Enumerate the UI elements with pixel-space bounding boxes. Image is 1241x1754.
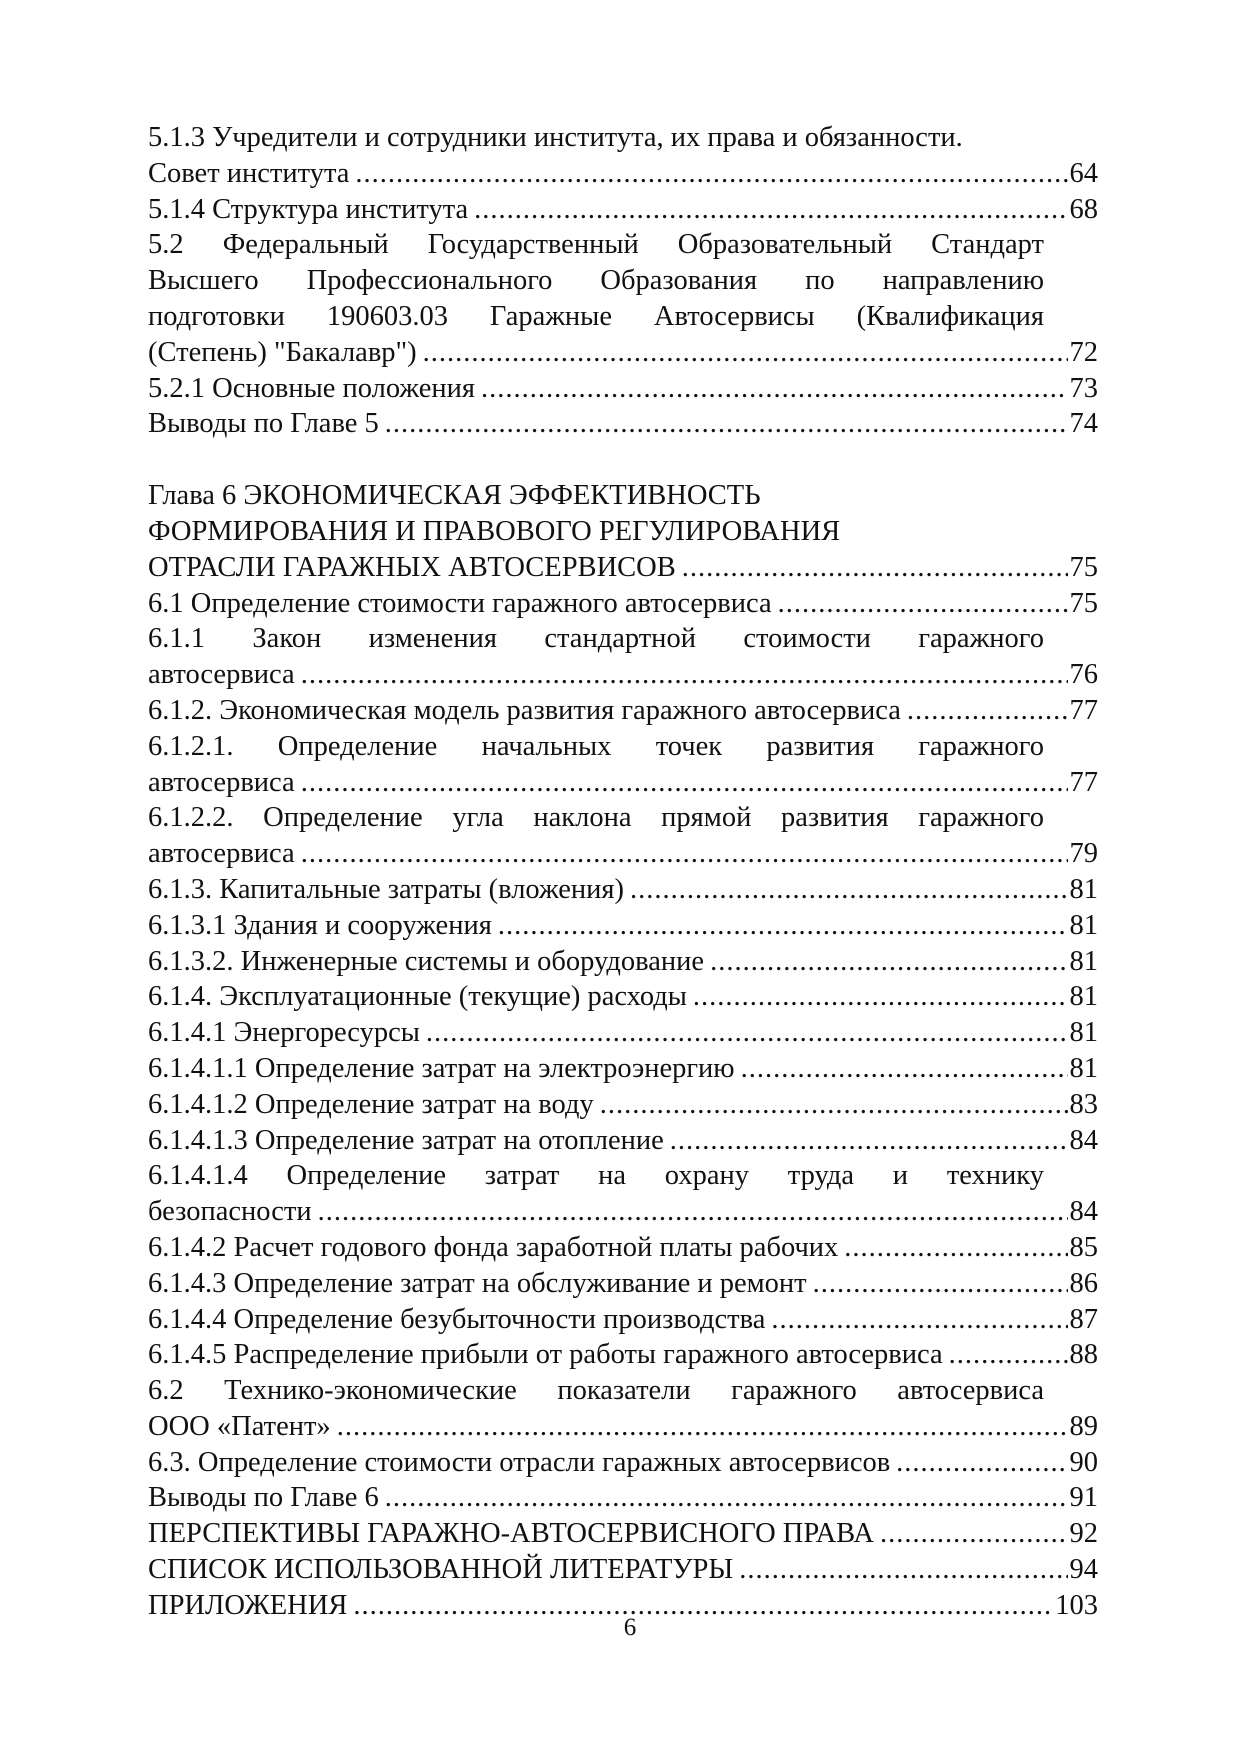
toc-entry-title: 6.1.4.2 Расчет годового фонда заработной платы рабочих: [148, 1231, 839, 1263]
toc-entry: [148, 1266, 1098, 1302]
page-number: 6: [623, 1614, 637, 1641]
dot-leader: [600, 1087, 1068, 1123]
dot-leader: [385, 1480, 1068, 1516]
toc-entry-title: 6.1.4.1.2 Определение затрат на воду: [148, 1088, 594, 1120]
toc-entry: [148, 478, 1098, 585]
toc-entry-text: 6.2 Технико-экономические показатели гаражного автосервиса: [148, 1375, 1044, 1407]
toc-entry-page: 89: [1069, 1410, 1098, 1442]
toc-entry-title: автосервиса: [148, 838, 295, 870]
toc-entry-title: 6.1.4.1.1 Определение затрат на электроэнергию: [148, 1052, 735, 1084]
toc-entry-title: 6.1.2. Экономическая модель развития гаражного автосервиса: [148, 694, 901, 726]
toc-entry-title: 5.1.4 Структура института: [148, 193, 469, 225]
toc-entry-title: 5.2.1 Основные положения: [148, 372, 475, 404]
toc-entry-line: [148, 872, 1098, 908]
toc-entry: [148, 1051, 1098, 1087]
toc-entry-text: подготовки 190603.03 Гаражные Автосервисы (Квалификация: [148, 300, 1044, 332]
toc-entry-title: автосервиса: [148, 659, 295, 691]
toc-entry: [148, 1230, 1098, 1266]
toc-entry: [148, 227, 1098, 370]
toc-entry-text: 5.2 Федеральный Государственный Образовательный Стандарт: [148, 229, 1044, 261]
toc-entry-title: 6.1 Определение стоимости гаражного автосервиса: [148, 587, 772, 619]
toc-entry-page: 81: [1069, 945, 1098, 977]
toc-entry-page: 64: [1069, 157, 1098, 189]
toc-entry: [148, 120, 1098, 192]
toc-entry: [148, 1373, 1098, 1445]
toc-entry-line: [148, 156, 1098, 192]
dot-leader: [481, 371, 1068, 407]
toc-entry: [148, 729, 1098, 801]
dot-leader: [355, 156, 1067, 192]
toc-entry-title: безопасности: [148, 1196, 312, 1228]
toc-entry-page: 103: [1055, 1589, 1098, 1621]
toc-entry-title: 6.1.4.1.3 Определение затрат на отопление: [148, 1124, 664, 1156]
toc-entry-line: [148, 335, 1098, 371]
toc-entry-page: 87: [1069, 1303, 1098, 1335]
toc-entry-page: 73: [1069, 372, 1098, 404]
toc-entry-line: [148, 1480, 1098, 1516]
toc-entry: [148, 693, 1098, 729]
toc-entry-title: ОТРАСЛИ ГАРАЖНЫХ АВТОСЕРВИСОВ: [148, 551, 676, 583]
toc-entry-title: ООО «Патент»: [148, 1410, 331, 1442]
toc-entry-page: 75: [1069, 587, 1098, 619]
toc-entry-page: 77: [1069, 766, 1098, 798]
dot-leader: [949, 1337, 1068, 1373]
toc-entry-line: [148, 550, 1098, 586]
toc-entry-line: [148, 1051, 1098, 1087]
toc-entry-page: 84: [1069, 1196, 1098, 1228]
toc-entry-title: 6.1.4.5 Распределение прибыли от работы гаражного автосервиса: [148, 1339, 943, 1371]
toc-entry-title: 6.1.4.1 Энергоресурсы: [148, 1017, 420, 1049]
toc-entry-line: [148, 1445, 1098, 1481]
toc-entry-line: [148, 944, 1098, 980]
toc-entry-line: [148, 1123, 1098, 1159]
toc-entry: [148, 1123, 1098, 1159]
toc-entry: [148, 1302, 1098, 1338]
toc-entry-title: 6.1.3. Капитальные затраты (вложения): [148, 873, 625, 905]
toc-entry-title: 6.1.4.3 Определение затрат на обслуживание и ремонт: [148, 1267, 807, 1299]
dot-leader: [739, 1552, 1067, 1588]
toc-entry-page: 90: [1069, 1446, 1098, 1478]
toc-entry-line: [148, 1087, 1098, 1123]
dot-leader: [907, 693, 1068, 729]
toc-entry-title: ПРИЛОЖЕНИЯ: [148, 1589, 348, 1621]
toc-entry: [148, 908, 1098, 944]
toc-entry-line: [148, 371, 1098, 407]
toc-entry-line: [148, 979, 1098, 1015]
toc-entry-title: 6.1.3.2. Инженерные системы и оборудование: [148, 945, 705, 977]
toc-entry: [148, 586, 1098, 622]
toc-entry: [148, 371, 1098, 407]
dot-leader: [880, 1516, 1068, 1552]
toc-entry-line: [148, 1409, 1098, 1445]
toc-entry-line: [148, 765, 1098, 801]
toc-entry-page: 81: [1069, 981, 1098, 1013]
dot-leader: [670, 1123, 1068, 1159]
toc-entry-text: Глава 6 ЭКОНОМИЧЕСКАЯ ЭФФЕКТИВНОСТЬ: [148, 480, 761, 512]
dot-leader: [778, 586, 1068, 622]
toc-entry-text: 6.1.1 Закон изменения стандартной стоимости гаражного: [148, 623, 1044, 655]
toc-entry-text: 6.1.2.1. Определение начальных точек развития гаражного: [148, 730, 1044, 762]
toc-entry-page: 76: [1069, 659, 1098, 691]
toc-entry-text: Высшего Профессионального Образования по направлению: [148, 265, 1044, 297]
dot-leader: [844, 1230, 1067, 1266]
toc-entry-page: 88: [1069, 1339, 1098, 1371]
toc-entry-page: 81: [1069, 873, 1098, 905]
toc-entry-page: 92: [1069, 1518, 1098, 1550]
toc-entry-title: автосервиса: [148, 766, 295, 798]
toc-entry: [148, 800, 1098, 872]
toc-entry: [148, 1552, 1098, 1588]
toc-entry: [148, 1337, 1098, 1373]
toc-entry: [148, 1087, 1098, 1123]
toc-entry-page: 83: [1069, 1088, 1098, 1120]
dot-leader: [813, 1266, 1068, 1302]
toc-entry-line: [148, 1230, 1098, 1266]
toc-entry-page: 81: [1069, 909, 1098, 941]
dot-leader: [301, 765, 1068, 801]
toc-entry-page: 77: [1069, 694, 1098, 726]
toc-entry: [148, 944, 1098, 980]
toc-entry-page: 81: [1069, 1052, 1098, 1084]
toc-entry-page: 79: [1069, 838, 1098, 870]
toc-entry-page: 85: [1069, 1231, 1098, 1263]
toc-entry-page: 91: [1069, 1482, 1098, 1514]
toc-entry-text: 5.1.3 Учредители и сотрудники института, их права и обязанности.: [148, 122, 963, 153]
toc-entry-title: 6.3. Определение стоимости отрасли гаражных автосервисов: [148, 1446, 891, 1478]
toc-entry: [148, 1015, 1098, 1051]
dot-leader: [771, 1302, 1067, 1338]
toc-entry: [148, 621, 1098, 693]
toc-entry-line: [148, 586, 1098, 622]
toc-entry-line: [148, 836, 1098, 872]
toc-entry-title: ПЕРСПЕКТИВЫ ГАРАЖНО-АВТОСЕРВИСНОГО ПРАВА: [148, 1518, 874, 1550]
dot-leader: [896, 1445, 1067, 1481]
toc-entry-page: 75: [1069, 551, 1098, 583]
toc-entry-line: [148, 1266, 1098, 1302]
toc-entry-line: [148, 406, 1098, 442]
dot-leader: [318, 1194, 1068, 1230]
toc-entry-page: 84: [1069, 1124, 1098, 1156]
toc-entry-text: 6.1.2.2. Определение угла наклона прямой развития гаражного: [148, 802, 1044, 834]
toc-entry: [148, 192, 1098, 228]
dot-leader: [385, 406, 1068, 442]
toc-entry-title: Совет института: [148, 157, 350, 189]
toc-entry-line: [148, 693, 1098, 729]
toc-entry-page: 74: [1069, 408, 1098, 440]
toc-entry-page: 86: [1069, 1267, 1098, 1299]
toc-entry: [148, 406, 1098, 442]
toc-entry-text: ФОРМИРОВАНИЯ И ПРАВОВОГО РЕГУЛИРОВАНИЯ: [148, 515, 841, 547]
toc-entry-title: Выводы по Главе 5: [148, 408, 379, 440]
toc-entry-title: (Степень) "Бакалавр"): [148, 336, 417, 368]
toc-entry: [148, 872, 1098, 908]
toc-entry-line: [148, 1302, 1098, 1338]
toc-entry: [148, 1516, 1098, 1552]
toc-entry-line: [148, 1194, 1098, 1230]
toc-entry-text: 6.1.4.1.4 Определение затрат на охрану труда и технику: [148, 1160, 1044, 1192]
dot-leader: [630, 872, 1067, 908]
toc-entry-line: [148, 1337, 1098, 1373]
toc-entry: [148, 979, 1098, 1015]
table-of-contents: [148, 120, 1098, 1624]
dot-leader: [423, 335, 1068, 371]
dot-leader: [337, 1409, 1068, 1445]
toc-entry-title: СПИСОК ИСПОЛЬЗОВАННОЙ ЛИТЕРАТУРЫ: [148, 1554, 734, 1586]
dot-leader: [301, 657, 1068, 693]
dot-leader: [301, 836, 1068, 872]
toc-entry-page: 72: [1069, 336, 1098, 368]
dot-leader: [710, 944, 1067, 980]
toc-entry: [148, 1445, 1098, 1481]
toc-entry-title: 6.1.4. Эксплуатационные (текущие) расходы: [148, 981, 687, 1013]
toc-entry-page: 94: [1069, 1554, 1098, 1586]
toc-entry-line: [148, 908, 1098, 944]
toc-entry-title: 6.1.3.1 Здания и сооружения: [148, 909, 492, 941]
toc-entry-line: [148, 1015, 1098, 1051]
toc-entry-line: [148, 657, 1098, 693]
toc-entry-page: 81: [1069, 1017, 1098, 1049]
toc-entry: [148, 1158, 1098, 1230]
toc-entry-line: [148, 1552, 1098, 1588]
dot-leader: [693, 979, 1068, 1015]
toc-entry-line: [148, 1516, 1098, 1552]
toc-entry: [148, 1480, 1098, 1516]
dot-leader: [426, 1015, 1068, 1051]
toc-entry-line: [148, 192, 1098, 228]
dot-leader: [474, 192, 1067, 228]
toc-entry-page: 68: [1069, 193, 1098, 225]
toc-entry-title: 6.1.4.4 Определение безубыточности производства: [148, 1303, 766, 1335]
dot-leader: [682, 550, 1068, 586]
dot-leader: [741, 1051, 1068, 1087]
dot-leader: [498, 908, 1068, 944]
toc-entry-title: Выводы по Главе 6: [148, 1482, 379, 1514]
